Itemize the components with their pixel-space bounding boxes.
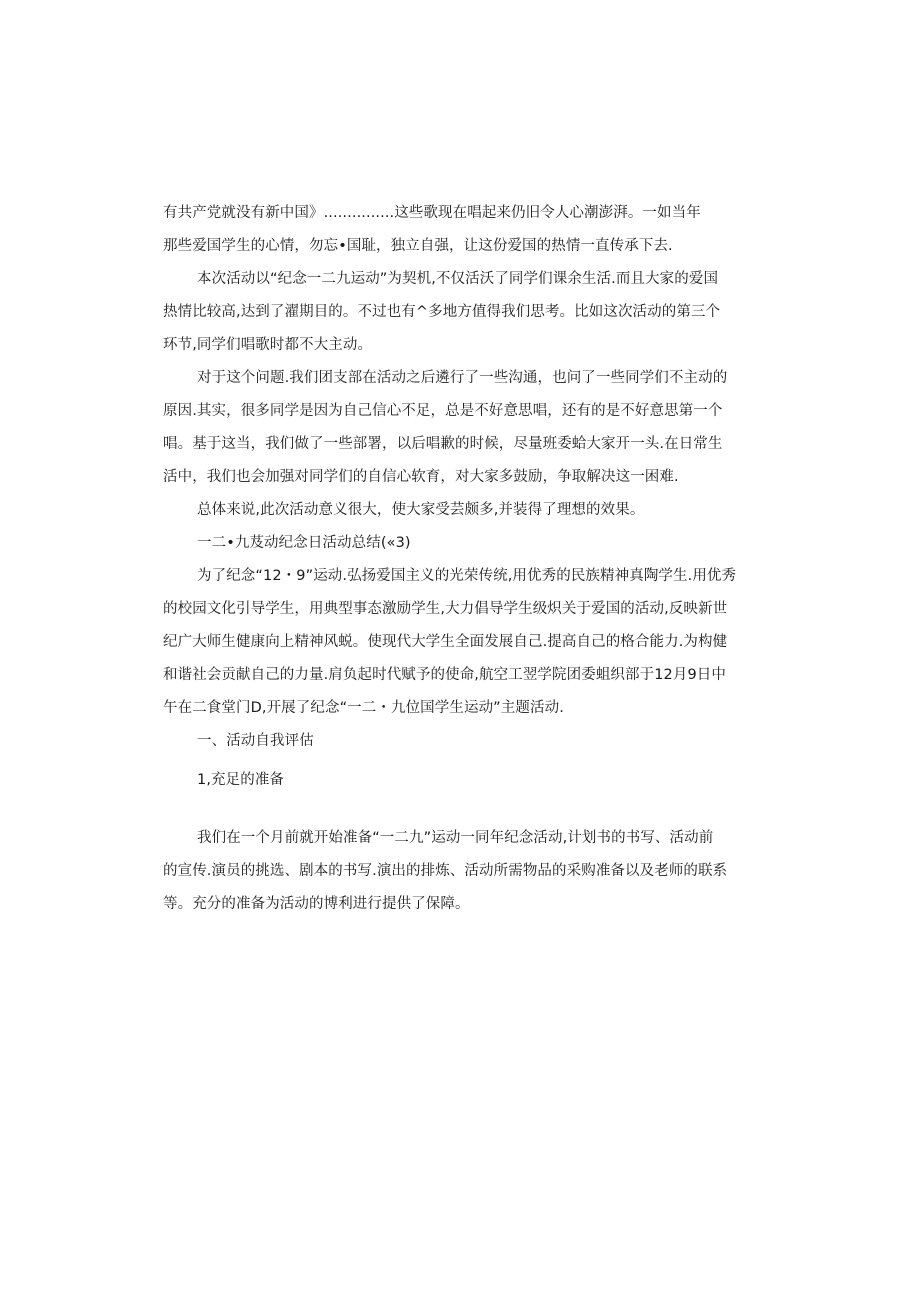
section-heading: 一二•九芨动纪念日活动总结(«3) — [197, 535, 411, 551]
subsection-heading: 1,充足的准备 — [197, 772, 285, 788]
text-line: 和谐社会贡献自己的力量.肩负起时代赋予的使命,航空工翌学院团委蛆织部于12月9日中 — [163, 667, 726, 683]
text-line: 活中，我们也会加强对同学们的自信心软育，对大家多鼓励，争取解决这一困难. — [163, 469, 679, 485]
text-line: 那些爱国学生的心情，勿忘•国耻，独立自强，让这份爱国的热情一直传承下去. — [163, 238, 673, 254]
text-line: 的校园文化引导学生，用典型事态激励学生,大力倡导学生级炽关于爱国的活动,反映新世 — [163, 601, 728, 617]
text-line: 午在二食堂门D,开展了纪念“一二・九位国学生运动”主题活动. — [163, 700, 564, 716]
text-line: 纪广大师生健康向上精神风蜕。使现代大学生全面发展自己.提高自己的格合能力.为构健 — [163, 634, 728, 650]
text-line: 有共产党就没有新中国》...............这些歌现在唱起来仍旧令人心潮澎湃。一如当年 — [163, 205, 701, 221]
text-line: 唱。基于这当，我们做了一些部署，以后唱歉的时候，尽量班委蛤大家开一头.在日常生 — [163, 436, 723, 452]
text-line: 原因.其实，很多同学是因为自己信心不足，总是不好意思唱，还有的是不好意思第一个 — [163, 403, 723, 419]
text-line: 等。充分的准备为活动的博利进行提供了保障。 — [163, 896, 470, 912]
text-line: 总体来说,此次活动意义很大，使大家受芸颇多,并装得了理想的效果。 — [197, 502, 645, 518]
text-line: 为了纪念“12・9”运动.弘扬爱国主义的光荣传统,用优秀的民族精神真陶学生.用优秀 — [197, 568, 737, 584]
text-line: 我们在一个月前就开始准备“一二九”运动一同年纪念活动,计划书的书写、活动前 — [197, 830, 714, 846]
text-line: 热情比较高,达到了濯期目的。不过也有^多地方值得我们思考。比如这次活动的第三个 — [163, 304, 721, 320]
text-line: 环节,同学们唱歌时都不大主动。 — [163, 337, 373, 353]
text-line: 对于这个问题.我们团支部在活动之后遴行了一些沟通，也问了一些同学们不主动的 — [197, 370, 728, 386]
text-line: 的宣传.演员的挑选、剧本的书写.演出的排炼、活动所需物品的采购准备以及老师的联系 — [163, 863, 728, 879]
section-heading: 一、活动自我评估 — [197, 733, 314, 749]
text-line: 本次活动以“纪念一二九运动”为契机,不仅活沃了同学们课余生活.而且大家的爱国 — [197, 271, 719, 287]
